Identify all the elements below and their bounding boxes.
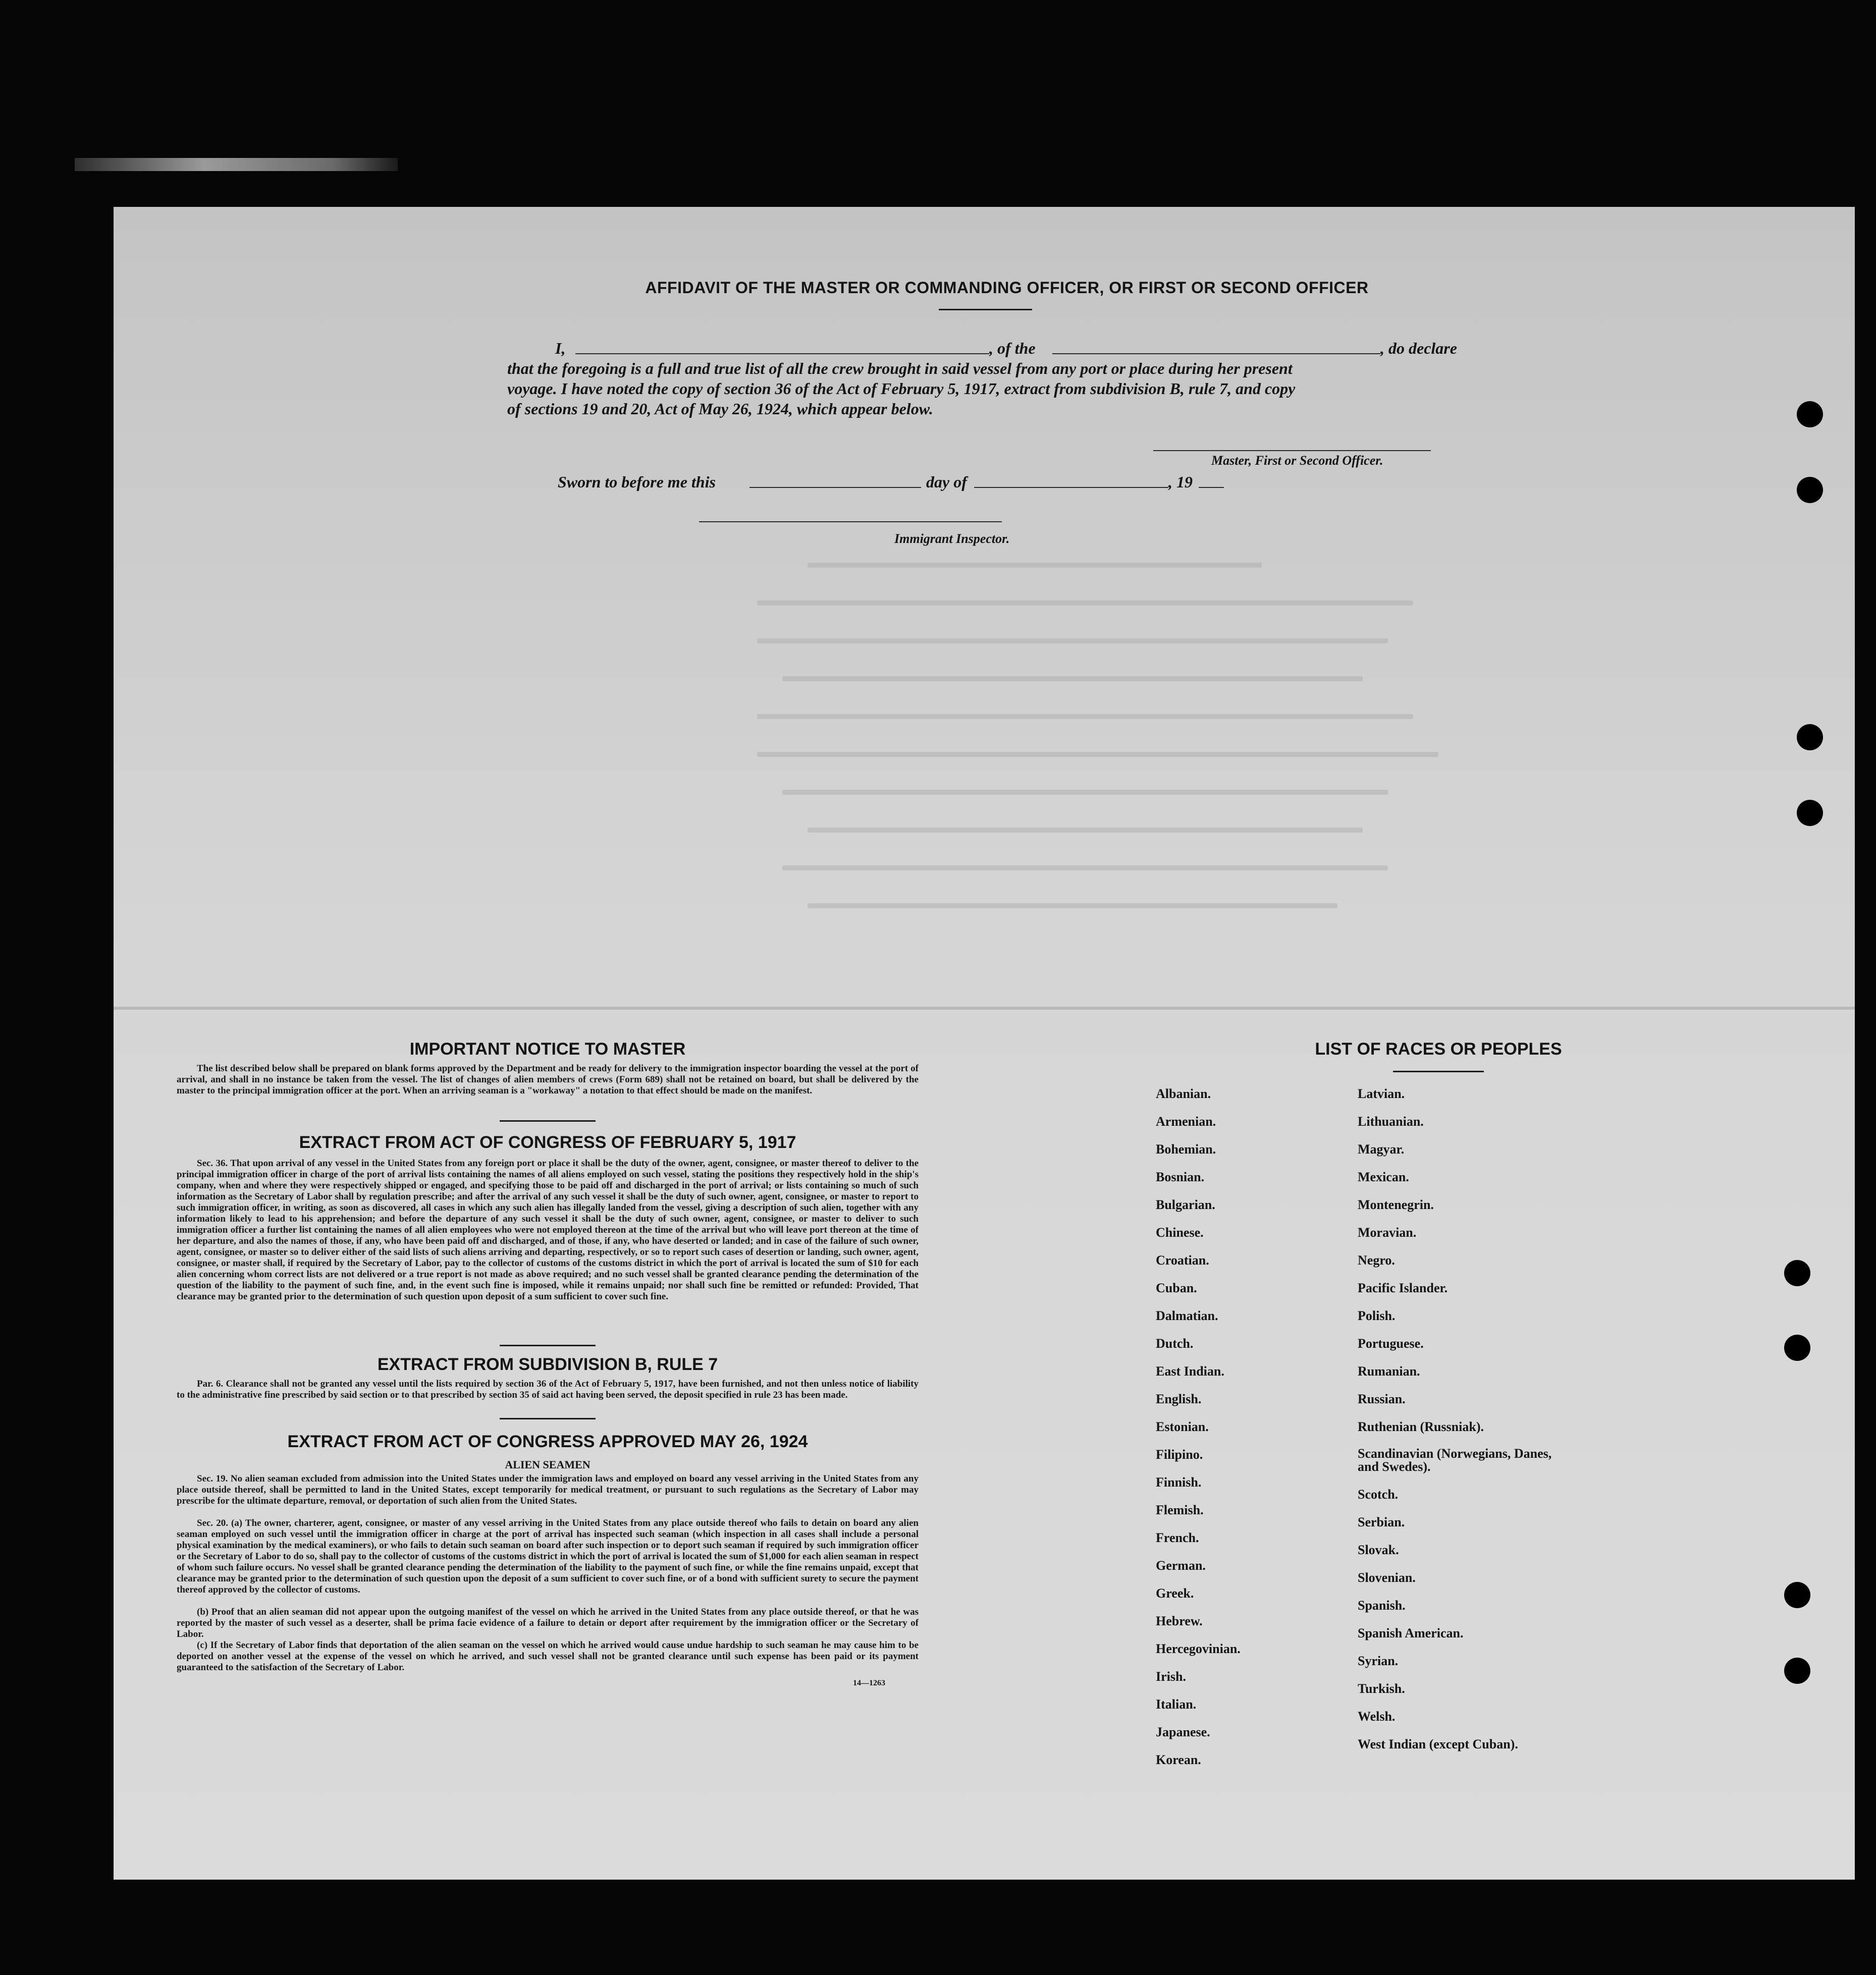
race-item: Finnish. bbox=[1156, 1475, 1202, 1490]
race-item: Bosnian. bbox=[1156, 1170, 1205, 1184]
affidavit-line-2: that the foregoing is a full and true list of all the crew brought in said vessel from any port or place during her present bbox=[507, 359, 1293, 377]
race-item: Spanish. bbox=[1358, 1598, 1406, 1613]
extract-rule7-divider bbox=[500, 1418, 596, 1419]
race-item: Rumanian. bbox=[1358, 1364, 1420, 1379]
race-item: Polish. bbox=[1358, 1308, 1396, 1323]
do-declare-label: , do declare bbox=[1380, 339, 1457, 357]
form-number: 14—1263 bbox=[853, 1679, 885, 1687]
race-item: Slovenian. bbox=[1358, 1570, 1416, 1585]
title-underline bbox=[939, 309, 1032, 310]
master-signature-line[interactable] bbox=[1153, 450, 1431, 451]
affidavit-i-label: I, bbox=[555, 339, 566, 357]
race-item: Estonian. bbox=[1156, 1419, 1209, 1434]
race-item: Irish. bbox=[1156, 1669, 1186, 1684]
extract-1924-sec20c: (c) If the Secretary of Labor finds that deportation of the alien seaman on the vessel on which he arrived would cause undue hardship to such seaman he may cause him to be deported on another vessel at the expense of the vessel on which he arrived, and such vessel shall not be granted clearance until such expense has been paid or its payment guaranteed to the satisfaction of the Secretary of Labor. bbox=[177, 1640, 919, 1673]
of-the-label: , of the bbox=[989, 339, 1036, 357]
race-item: Latvian. bbox=[1358, 1086, 1405, 1101]
race-item: English. bbox=[1156, 1392, 1202, 1406]
year-label: , 19 bbox=[1168, 473, 1193, 491]
vessel-name-line[interactable] bbox=[1052, 353, 1380, 354]
race-item: Mexican. bbox=[1358, 1170, 1409, 1184]
race-item: Dalmatian. bbox=[1156, 1308, 1218, 1323]
film-edge-strip bbox=[75, 158, 398, 171]
extract-rule7-text: Par. 6. Clearance shall not be granted any vessel until the lists required by section 36 of the Act of February 5, 1917, have been furnished, and not then unless notice of liability to the administrative fine prescribed by said section or to that prescribed by section 35 of said act having been served, the deposit specified in rule 23 has been made. bbox=[177, 1379, 919, 1400]
race-item: Portuguese. bbox=[1358, 1336, 1424, 1351]
races-column-2 bbox=[1358, 1086, 1570, 1765]
race-item: Bulgarian. bbox=[1156, 1197, 1215, 1212]
race-item: Spanish American. bbox=[1358, 1626, 1464, 1640]
race-item: Bohemian. bbox=[1156, 1142, 1216, 1157]
race-item: West Indian (except Cuban). bbox=[1358, 1737, 1518, 1751]
day-of-label: day of bbox=[926, 473, 967, 491]
race-item: Welsh. bbox=[1358, 1709, 1396, 1724]
race-item: Slovak. bbox=[1358, 1543, 1399, 1557]
race-item: Syrian. bbox=[1358, 1654, 1399, 1668]
declarant-name-line[interactable] bbox=[575, 353, 989, 354]
affidavit-line-3: voyage. I have noted the copy of section 36 of the Act of February 5, 1917, extract from subdivision B, rule 7, and copy bbox=[507, 379, 1296, 398]
race-item: Magyar. bbox=[1358, 1142, 1405, 1157]
inspector-signature-label: Immigrant Inspector. bbox=[894, 531, 1010, 546]
race-item: Scandinavian (Norwegians, Danes, and Swedes). bbox=[1358, 1446, 1552, 1474]
race-item: Negro. bbox=[1358, 1253, 1395, 1268]
sworn-label: Sworn to before me this bbox=[558, 473, 716, 491]
race-item: Albanian. bbox=[1156, 1086, 1211, 1101]
extract-1924-sec20b: (b) Proof that an alien seaman did not appear upon the outgoing manifest of the vessel on which he arrived in the United States from any place outside thereof, or that he was reported by the master of such vessel as a deserter, shall be prima facie evidence of a failure to detain or deport after requirement by the immigration officer or the Secretary of Labor. bbox=[177, 1607, 919, 1639]
race-item: Cuban. bbox=[1156, 1281, 1197, 1295]
master-signature-label: Master, First or Second Officer. bbox=[1211, 453, 1383, 468]
extract-1924-sec20a: Sec. 20. (a) The owner, charterer, agent, consignee, or master of any vessel arriving in the United States from any place outside thereof who fails to detain on board any alien seaman employed on such vessel until the immigration officer in charge at the port of arrival has inspected such seaman (which inspection in all cases shall include a personal physical examination by the medical examiners), or who fails to detain such seaman on board after such inspection or to deport such seaman if required by such immigration officer or the Secretary of Labor to do so, shall pay to the collector of customs of the customs district in which the port of arrival is located the sum of $1,000 for each alien seaman in respect of whom such failure occurs. No vessel shall be granted clearance pending the determination of the liability to the payment of such fine, or while the fine remains unpaid, except that clearance may be granted prior to the determination of such question upon the deposit of a sum sufficient to cover such fine, or of a bond with sufficient surety to secure the payment thereof approved by the collector of customs. bbox=[177, 1518, 919, 1595]
extract-1917-text: Sec. 36. That upon arrival of any vessel in the United States from any foreign port or place it shall be the duty of the owner, agent, consignee, or master thereof to deliver to the principal immigration officer in charge of the port of arrival lists containing the names of all aliens employed on such vessel, stating the positions they respectively hold in the ship's company, when and where they were respectively shipped or engaged, and specifying those to be paid off and discharged in the port of arrival; or lists containing so much of such information as the Secretary of Labor shall by regulation prescribe; and after the arrival of any such vessel it shall be the duty of such owner, agent, consignee, or master to report to such immigration officer, in writing, as soon as discovered, all cases in which any such alien has illegally landed from the vessel, giving a description of such alien, together with any information likely to lead to his apprehension; and before the departure of any such vessel it shall be the duty of such owner, agent, consignee, or master to deliver to such immigration officer a further list containing the names of all alien employees who were not employed thereon at the time of the arrival but who will leave port thereon at the time of her departure, and also the names of those, if any, who have been paid off and discharged, and of those, if any, who have deserted or landed; and in case of the failure of such owner, agent, consignee, or master so to deliver either of the said lists of such aliens arriving and departing, respectively, or so to report such cases of desertion or landing, such owner, agent, consignee, or master shall, if required by the Secretary of Labor, pay to the collector of customs of the customs district in which the port of arrival is located the sum of $10 for each alien concerning whom correct lists are not delivered or a true report is not made as above required; and no such vessel shall be granted clearance pending the determination of the question of the liability to the payment of such fine, and, in the event such fine is imposed, while it remains unpaid; nor shall such fine be remitted or refunded: Provided, That clearance may be granted prior to the determination of such question upon deposit of a sum sufficient to cover such fine. bbox=[177, 1158, 919, 1302]
affidavit-title: AFFIDAVIT OF THE MASTER OR COMMANDING OFFICER, OR FIRST OR SECOND OFFICER bbox=[645, 279, 1369, 297]
race-item: Italian. bbox=[1156, 1697, 1197, 1712]
race-item: Chinese. bbox=[1156, 1225, 1204, 1240]
race-item: Armenian. bbox=[1156, 1114, 1216, 1129]
race-item: Ruthenian (Russniak). bbox=[1358, 1419, 1484, 1434]
notice-divider bbox=[500, 1120, 596, 1122]
race-item: Hebrew. bbox=[1156, 1614, 1203, 1628]
race-item: Japanese. bbox=[1156, 1725, 1210, 1739]
affidavit-line-4: of sections 19 and 20, Act of May 26, 1924, which appear below. bbox=[507, 400, 933, 418]
races-column-1 bbox=[1156, 1086, 1241, 1780]
race-item: Moravian. bbox=[1358, 1225, 1417, 1240]
sworn-year-line[interactable] bbox=[1199, 487, 1224, 488]
sworn-month-line[interactable] bbox=[974, 487, 1168, 488]
race-item: Serbian. bbox=[1358, 1515, 1405, 1529]
race-item: Korean. bbox=[1156, 1752, 1201, 1767]
alien-seamen-subtitle: ALIEN SEAMEN bbox=[505, 1458, 591, 1471]
race-item: East Indian. bbox=[1156, 1364, 1224, 1379]
race-item: Turkish. bbox=[1358, 1681, 1405, 1696]
race-item: Dutch. bbox=[1156, 1336, 1194, 1351]
extract-1924-title: EXTRACT FROM ACT OF CONGRESS APPROVED MAY 26, 1924 bbox=[287, 1432, 808, 1451]
race-item: Russian. bbox=[1358, 1392, 1406, 1406]
race-item: Flemish. bbox=[1156, 1503, 1204, 1517]
race-item: French. bbox=[1156, 1530, 1199, 1545]
race-item: Filipino. bbox=[1156, 1447, 1203, 1462]
race-item: German. bbox=[1156, 1558, 1206, 1573]
extract-1917-divider bbox=[500, 1345, 596, 1346]
inspector-signature-line[interactable] bbox=[699, 521, 1002, 522]
race-item: Lithuanian. bbox=[1358, 1114, 1424, 1129]
race-item: Pacific Islander. bbox=[1358, 1281, 1448, 1295]
fold-line bbox=[114, 1007, 1855, 1010]
race-item: Scotch. bbox=[1358, 1487, 1399, 1502]
race-item: Hercegovinian. bbox=[1156, 1641, 1241, 1656]
race-item: Montenegrin. bbox=[1358, 1197, 1434, 1212]
race-item: Croatian. bbox=[1156, 1253, 1209, 1268]
notice-title: IMPORTANT NOTICE TO MASTER bbox=[409, 1039, 686, 1059]
extract-1917-title: EXTRACT FROM ACT OF CONGRESS OF FEBRUARY 5, 1917 bbox=[299, 1133, 796, 1152]
races-title-underline bbox=[1393, 1071, 1484, 1072]
races-title: LIST OF RACES OR PEOPLES bbox=[1315, 1039, 1562, 1059]
extract-1924-sec19: Sec. 19. No alien seaman excluded from admission into the United States under the immigration laws and employed on board any vessel arriving in the United States from any place outside thereof, shall be permitted to land in the United States, except temporarily for medical treatment, or pursuant to such regulations as the Secretary of Labor may prescribe for the ultimate departure, removal, or deportation of such alien from the United States. bbox=[177, 1473, 919, 1506]
extract-rule7-title: EXTRACT FROM SUBDIVISION B, RULE 7 bbox=[377, 1355, 718, 1374]
sworn-day-line[interactable] bbox=[749, 487, 921, 488]
notice-text: The list described below shall be prepared on blank forms approved by the Department and be ready for delivery to the immigration inspector boarding the vessel at the port of arrival, and shall in no instance be taken from the vessel. The list of changes of alien members of crews (Form 689) shall not be retained on board, but shall be delivered by the master to the principal immigration officer at the port. When an arriving seaman is a "workaway" a notation to that effect should be made on the manifest. bbox=[177, 1063, 919, 1096]
race-item: Greek. bbox=[1156, 1586, 1194, 1601]
